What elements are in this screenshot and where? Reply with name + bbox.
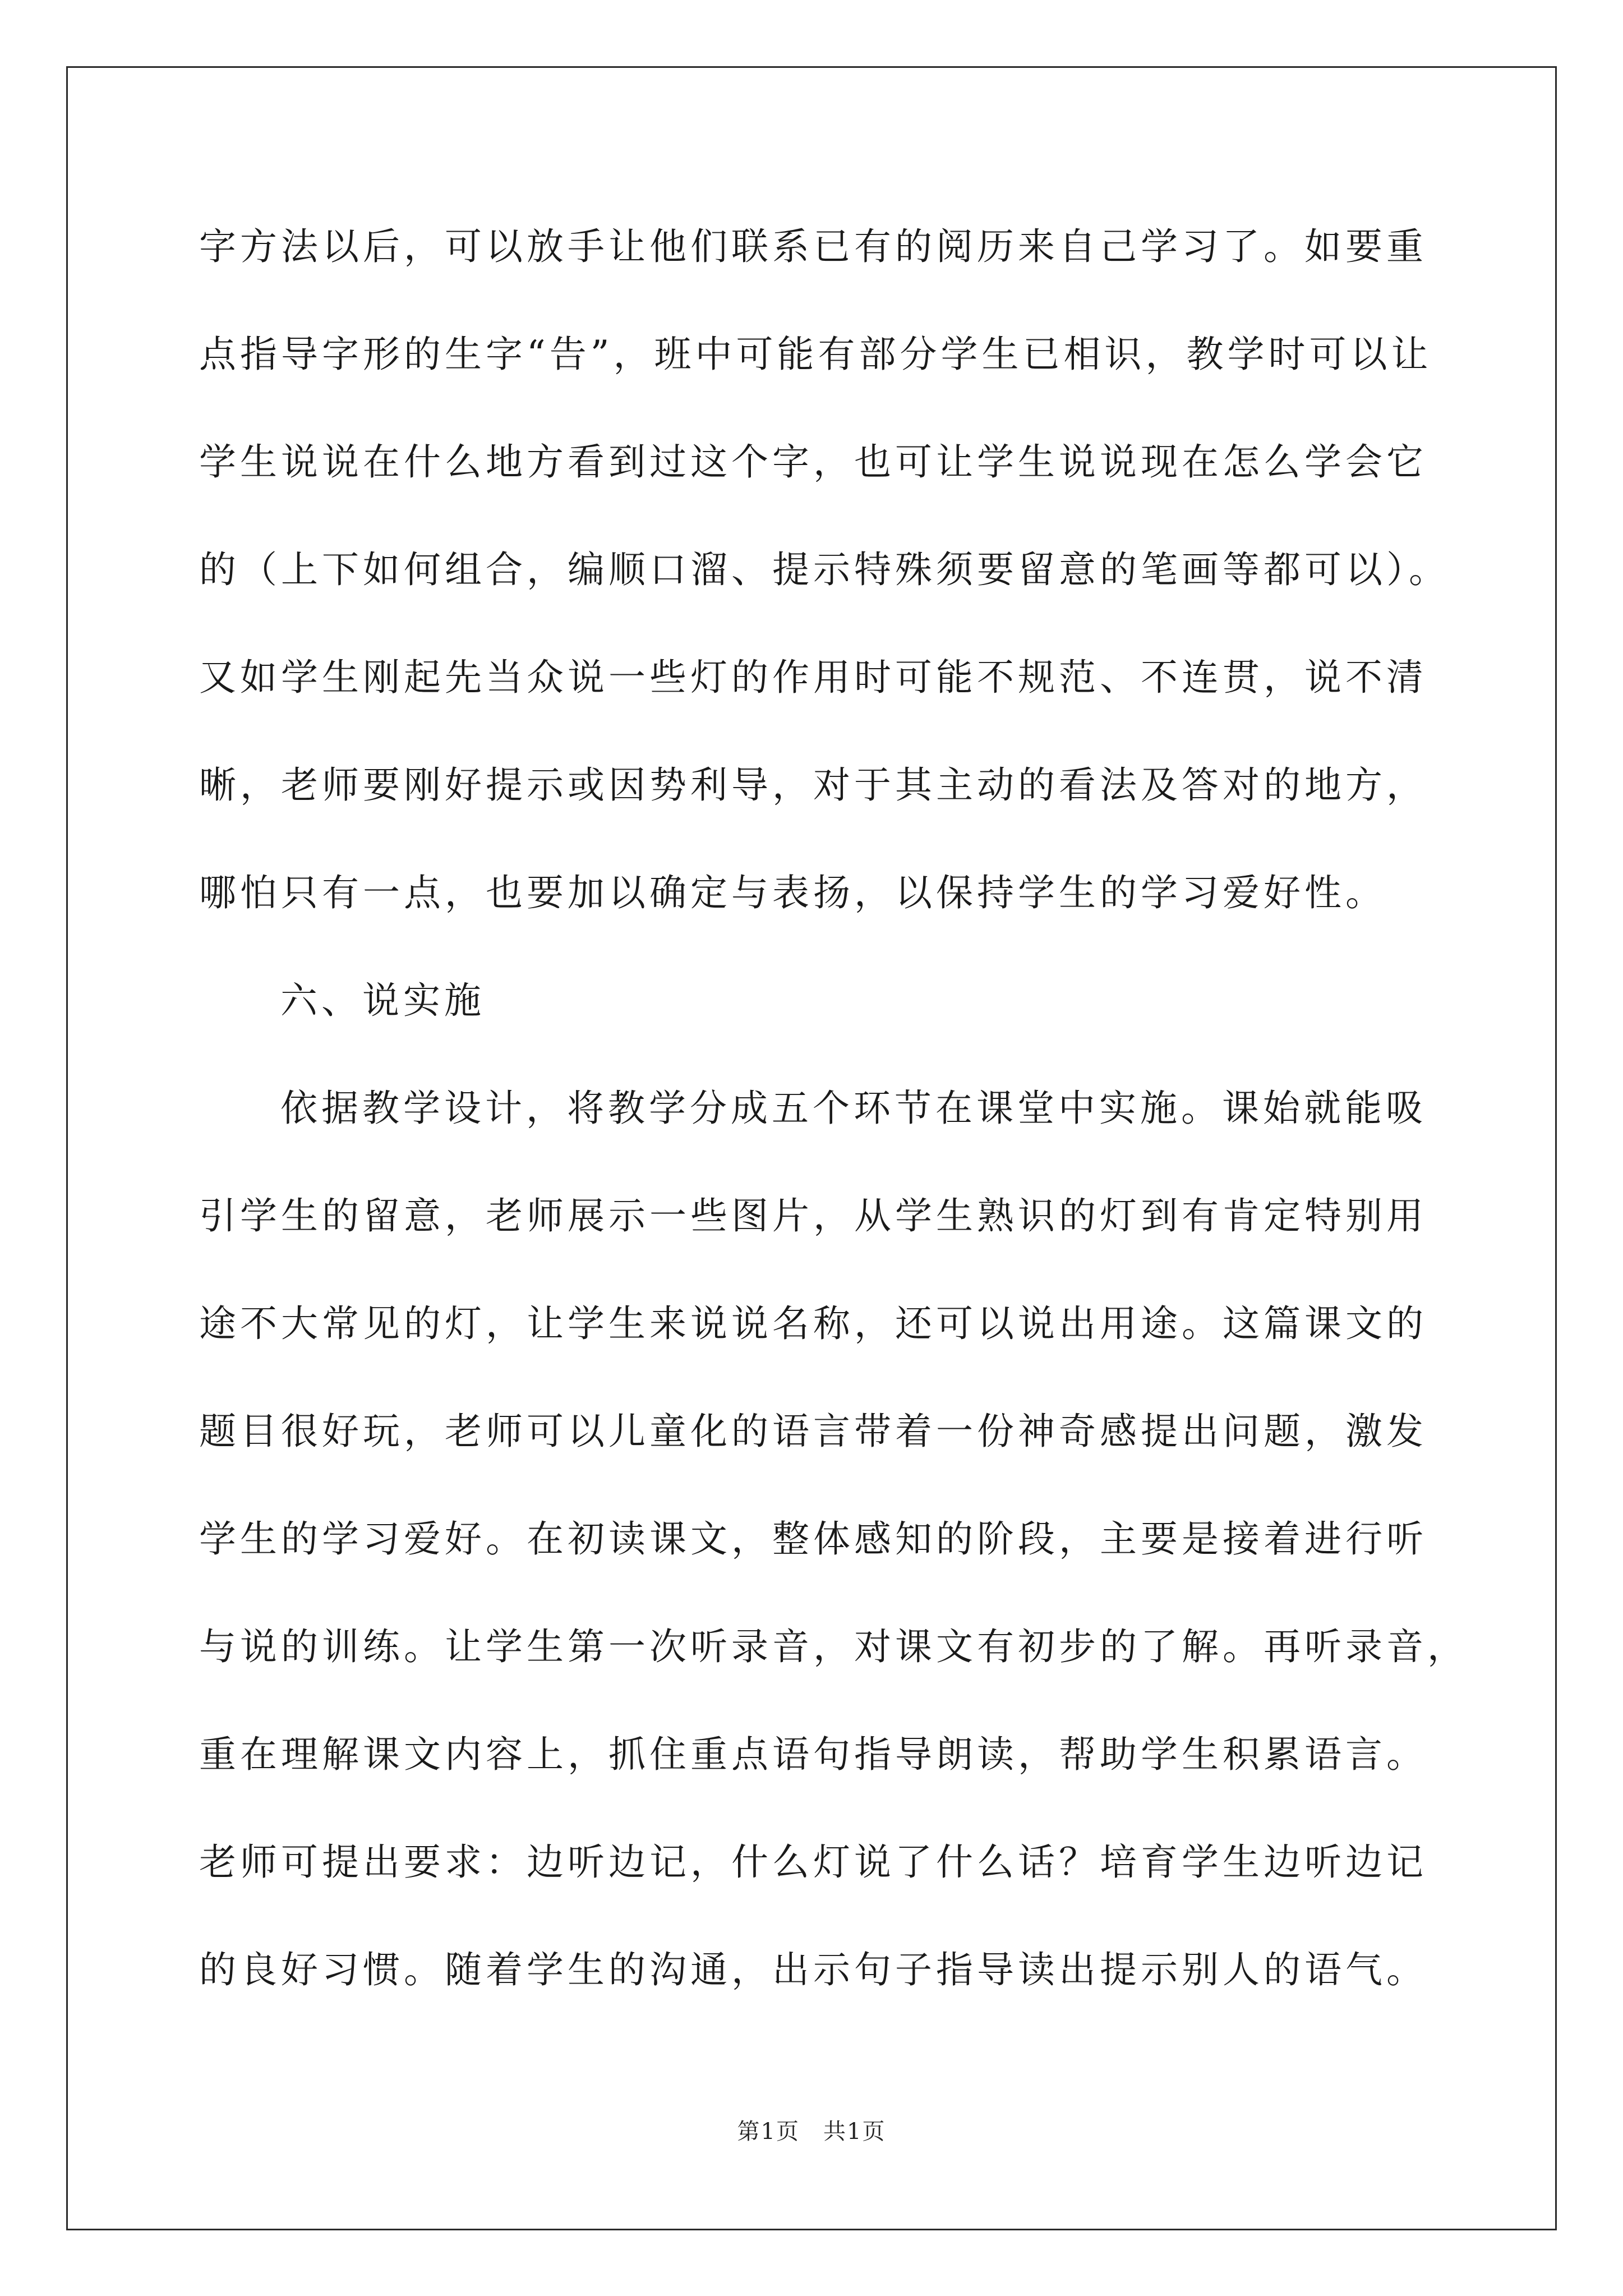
paragraph-line: 与说的训练。让学生第一次听录音，对课文有初步的了解。再听录音， xyxy=(199,1625,1468,1668)
paragraph-line: 字方法以后，可以放手让他们联系已有的阅历来自己学习了。如要重 xyxy=(199,225,1427,268)
paragraph-line: 题目很好玩，老师可以儿童化的语言带着一份神奇感提出问题，激发 xyxy=(199,1410,1427,1453)
paragraph-line: 晰，老师要刚好提示或因势利导，对于其主动的看法及答对的地方， xyxy=(199,763,1427,807)
paragraph-line: 点指导字形的生字“告”，班中可能有部分学生已相识，教学时可以让 xyxy=(199,333,1432,376)
page-border xyxy=(66,66,1557,2230)
paragraph-line: 学生说说在什么地方看到过这个字，也可让学生说说现在怎么学会它 xyxy=(199,440,1427,484)
paragraph-line: 的（上下如何组合，编顺口溜、提示特殊须要留意的笔画等都可以）。 xyxy=(199,548,1450,591)
paragraph-line: 的良好习惯。随着学生的沟通，出示句子指导读出提示别人的语气。 xyxy=(199,1948,1427,1991)
paragraph-line: 途不大常见的灯，让学生来说说名称，还可以说出用途。这篇课文的 xyxy=(199,1302,1427,1345)
paragraph-line: 依据教学设计，将教学分成五个环节在课堂中实施。课始就能吸 xyxy=(280,1087,1427,1130)
paragraph-line: 老师可提出要求：边听边记，什么灯说了什么话？培育学生边听边记 xyxy=(199,1841,1427,1884)
paragraph-line: 又如学生刚起先当众说一些灯的作用时可能不规范、不连贯，说不清 xyxy=(199,656,1427,699)
paragraph-line: 重在理解课文内容上，抓住重点语句指导朗读，帮助学生积累语言。 xyxy=(199,1733,1427,1776)
paragraph-line: 引学生的留意，老师展示一些图片，从学生熟识的灯到有肯定特别用 xyxy=(199,1194,1427,1237)
page-number-footer: 第1页 共1页 xyxy=(737,2119,886,2145)
section-heading: 六、说实施 xyxy=(280,979,485,1022)
paragraph-line: 学生的学习爱好。在初读课文，整体感知的阶段，主要是接着进行听 xyxy=(199,1517,1427,1561)
paragraph-line: 哪怕只有一点，也要加以确定与表扬，以保持学生的学习爱好性。 xyxy=(199,871,1386,914)
